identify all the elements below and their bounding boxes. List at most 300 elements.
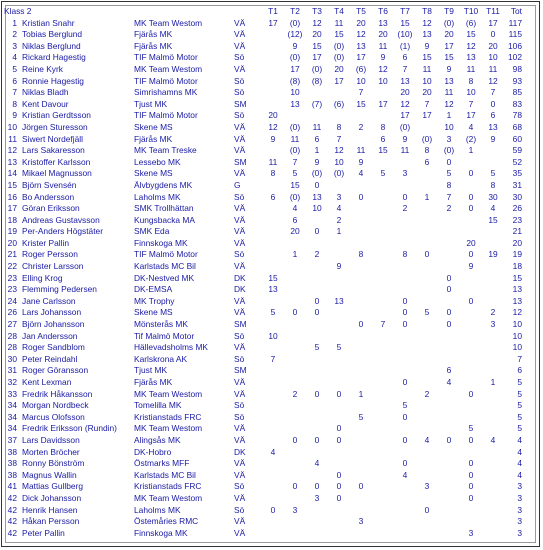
club-name: Östemåries RMC bbox=[134, 516, 199, 527]
table-row bbox=[4, 435, 524, 447]
round-score-t5: 12 bbox=[356, 29, 366, 40]
round-score-t6 bbox=[372, 203, 394, 215]
club-name: Tjust MK bbox=[134, 98, 168, 109]
round-score-t1 bbox=[262, 400, 284, 412]
round-score-t2: (12) bbox=[287, 29, 303, 40]
round-score-t5: 1 bbox=[358, 388, 364, 399]
round-score-t6: 7 bbox=[380, 319, 386, 330]
round-score-t1: 0 bbox=[270, 504, 276, 515]
round-score-t8 bbox=[416, 423, 438, 435]
region-code: Sö bbox=[234, 52, 245, 63]
round-score-t8: 6 bbox=[424, 156, 430, 167]
round-score-t2: 2 bbox=[292, 388, 298, 399]
club-name: Skene MS bbox=[134, 168, 173, 179]
club-name: MK Team Westom bbox=[134, 423, 203, 434]
header-t10: T10 bbox=[463, 6, 479, 16]
total-score: 31 bbox=[512, 179, 522, 190]
table-row bbox=[4, 192, 524, 204]
round-score-t10: 12 bbox=[466, 40, 476, 51]
round-score-t9: 0 bbox=[446, 156, 452, 167]
round-score-t3: (0) bbox=[311, 63, 323, 74]
round-score-t5 bbox=[350, 447, 372, 459]
round-score-t9: 7 bbox=[446, 191, 452, 202]
round-score-t11 bbox=[482, 145, 504, 157]
row-position: 8 bbox=[12, 98, 17, 109]
round-score-t10 bbox=[460, 215, 482, 227]
row-position: 38 bbox=[7, 458, 17, 469]
total-score: 5 bbox=[517, 411, 522, 422]
round-score-t11: 0 bbox=[490, 98, 496, 109]
round-score-t8: 8 bbox=[424, 145, 430, 156]
total-score: 20 bbox=[512, 237, 522, 248]
driver-name: Peter Reindahl bbox=[22, 353, 78, 364]
row-position: 28 bbox=[7, 330, 17, 341]
region-code: VÄ bbox=[234, 121, 246, 132]
round-score-t11: 12 bbox=[488, 75, 498, 86]
driver-name: Peter Pallin bbox=[22, 527, 65, 538]
club-name: DK-Hobro bbox=[134, 446, 172, 457]
round-score-t9: 17 bbox=[444, 40, 454, 51]
round-score-t5 bbox=[350, 458, 372, 470]
table-row bbox=[4, 203, 524, 215]
row-position: 11 bbox=[8, 133, 17, 144]
round-score-t4 bbox=[328, 180, 350, 192]
round-score-t2: 0 bbox=[292, 307, 298, 318]
round-score-t9 bbox=[438, 493, 460, 505]
round-score-t10: 0 bbox=[468, 295, 474, 306]
round-score-t5 bbox=[350, 273, 372, 285]
round-score-t3: 2 bbox=[314, 249, 320, 260]
driver-name: Niklas Bladh bbox=[22, 87, 69, 98]
round-score-t11: 15 bbox=[488, 214, 498, 225]
club-name: MK Team Treske bbox=[134, 145, 197, 156]
round-score-t7 bbox=[394, 284, 416, 296]
round-score-t8: 3 bbox=[424, 481, 430, 492]
round-score-t7: 12 bbox=[400, 98, 410, 109]
round-score-t1 bbox=[262, 412, 284, 424]
total-score: 106 bbox=[508, 40, 522, 51]
round-score-t7 bbox=[394, 226, 416, 238]
round-score-t3: 4 bbox=[314, 458, 320, 469]
round-score-t4: 7 bbox=[336, 133, 342, 144]
club-name: MK Team Westom bbox=[134, 17, 203, 28]
round-score-t3 bbox=[306, 273, 328, 285]
total-score: 6 bbox=[517, 365, 522, 376]
club-name: TIF Malmö Motor bbox=[134, 110, 198, 121]
table-row bbox=[4, 99, 524, 111]
round-score-t3: 1 bbox=[314, 145, 320, 156]
row-position: 41 bbox=[7, 481, 17, 492]
club-name: Fjärås MK bbox=[134, 29, 173, 40]
table-row bbox=[4, 493, 524, 505]
row-position: 32 bbox=[7, 377, 17, 387]
round-score-t7: 5 bbox=[402, 400, 408, 411]
driver-name: Lars Sakaresson bbox=[22, 145, 85, 156]
total-score: 12 bbox=[512, 307, 522, 318]
club-name: Karlstads MC Bil bbox=[134, 469, 196, 480]
round-score-t5: 11 bbox=[356, 145, 366, 156]
region-code: Sö bbox=[234, 75, 245, 86]
round-score-t4: 8 bbox=[336, 121, 342, 132]
round-score-t5: 20 bbox=[356, 17, 366, 28]
round-score-t10: 0 bbox=[468, 249, 474, 260]
total-score: 4 bbox=[517, 458, 522, 469]
round-score-t9: 15 bbox=[444, 52, 454, 63]
table-row bbox=[4, 76, 524, 88]
driver-name: Henrik Hansen bbox=[22, 504, 78, 515]
region-code: Sö bbox=[234, 481, 245, 492]
round-score-t7 bbox=[394, 423, 416, 435]
round-score-t10 bbox=[460, 412, 482, 424]
round-score-t3: 15 bbox=[312, 40, 322, 51]
round-score-t4: (0) bbox=[333, 40, 345, 51]
round-score-t3 bbox=[306, 516, 328, 528]
round-score-t4: 9 bbox=[336, 261, 342, 272]
table-row bbox=[4, 87, 524, 99]
row-position: 42 bbox=[7, 504, 17, 515]
region-code: VÄ bbox=[234, 423, 246, 434]
total-score: 15 bbox=[512, 272, 522, 283]
round-score-t1: 10 bbox=[268, 330, 278, 341]
club-name: Östmarks MFF bbox=[134, 458, 190, 469]
round-score-t10: 7 bbox=[468, 98, 474, 109]
table-row bbox=[4, 29, 524, 41]
table-row bbox=[4, 331, 524, 343]
row-position: 23 bbox=[7, 272, 17, 283]
club-name: Karlstads MC Bil bbox=[134, 261, 196, 272]
round-score-t4 bbox=[328, 412, 350, 424]
round-score-t7 bbox=[394, 389, 416, 401]
total-score: 4 bbox=[517, 434, 522, 445]
round-score-t11: 7 bbox=[490, 87, 496, 98]
club-name: Laholms MK bbox=[134, 504, 181, 515]
round-score-t3 bbox=[306, 528, 328, 540]
round-score-t2 bbox=[284, 273, 306, 285]
header-tot: Tot bbox=[510, 6, 522, 16]
round-score-t11 bbox=[482, 423, 504, 435]
round-score-t3: 0 bbox=[314, 307, 320, 318]
round-score-t8 bbox=[416, 273, 438, 285]
table-row bbox=[4, 249, 524, 261]
round-score-t4: 0 bbox=[336, 434, 342, 445]
club-name: MK Team Westom bbox=[134, 63, 203, 74]
round-score-t7 bbox=[394, 273, 416, 285]
round-score-t4: 11 bbox=[334, 17, 344, 28]
round-score-t4: 0 bbox=[336, 388, 342, 399]
round-score-t6: 15 bbox=[378, 145, 388, 156]
round-score-t10: 0 bbox=[468, 458, 474, 469]
table-row bbox=[4, 110, 524, 122]
round-score-t8 bbox=[416, 493, 438, 505]
round-score-t9 bbox=[438, 215, 460, 227]
row-position: 34 bbox=[7, 423, 17, 434]
round-score-t2 bbox=[284, 261, 306, 273]
driver-name: Fredrik Eriksson (Rundin) bbox=[22, 423, 117, 434]
total-score: 4 bbox=[517, 446, 522, 457]
round-score-t2: (0) bbox=[289, 121, 301, 132]
round-score-t3 bbox=[306, 354, 328, 366]
round-score-t5: 0 bbox=[358, 191, 364, 202]
round-score-t10 bbox=[460, 354, 482, 366]
round-score-t1: 5 bbox=[270, 307, 276, 318]
round-score-t9: 6 bbox=[446, 365, 452, 376]
region-code: VÄ bbox=[234, 237, 246, 248]
region-code: VÄ bbox=[234, 214, 246, 225]
club-name: Finnskoga MK bbox=[134, 527, 188, 538]
round-score-t1 bbox=[262, 528, 284, 540]
round-score-t11 bbox=[482, 470, 504, 482]
round-score-t7: 13 bbox=[400, 75, 410, 86]
round-score-t8: 0 bbox=[424, 504, 430, 515]
round-score-t3: (7) bbox=[311, 98, 323, 109]
total-score: 68 bbox=[512, 121, 522, 132]
round-score-t6 bbox=[372, 238, 394, 250]
round-score-t3: 0 bbox=[314, 434, 320, 445]
round-score-t8 bbox=[416, 354, 438, 366]
round-score-t6 bbox=[372, 331, 394, 343]
round-score-t6 bbox=[372, 307, 394, 319]
round-score-t6 bbox=[372, 493, 394, 505]
round-score-t1: 13 bbox=[268, 284, 278, 295]
row-position: 19 bbox=[7, 226, 17, 237]
driver-name: Rickard Hagestig bbox=[22, 52, 86, 63]
round-score-t10 bbox=[460, 307, 482, 319]
table-row bbox=[4, 377, 524, 389]
round-score-t7 bbox=[394, 481, 416, 493]
round-score-t10: 8 bbox=[468, 75, 474, 86]
club-name: TIF Malmö Motor bbox=[134, 52, 198, 63]
round-score-t7 bbox=[394, 215, 416, 227]
round-score-t5 bbox=[350, 470, 372, 482]
round-score-t9: 9 bbox=[446, 63, 452, 74]
round-score-t1 bbox=[262, 319, 284, 331]
round-score-t1 bbox=[262, 342, 284, 354]
round-score-t8: 0 bbox=[424, 249, 430, 260]
round-score-t2 bbox=[284, 493, 306, 505]
round-score-t8 bbox=[416, 203, 438, 215]
round-score-t2: 3 bbox=[292, 504, 298, 515]
round-score-t9: 0 bbox=[446, 307, 452, 318]
round-score-t2: 0 bbox=[292, 434, 298, 445]
round-score-t10: 15 bbox=[466, 29, 476, 40]
round-score-t4 bbox=[328, 307, 350, 319]
round-score-t7: 20 bbox=[400, 87, 410, 98]
region-code: Sö bbox=[234, 330, 245, 341]
driver-name: Krister Pallin bbox=[22, 237, 70, 248]
round-score-t11 bbox=[482, 493, 504, 505]
total-score: 30 bbox=[512, 191, 522, 202]
round-score-t2: 9 bbox=[292, 40, 298, 51]
round-score-t9: 10 bbox=[444, 121, 454, 132]
round-score-t11 bbox=[482, 505, 504, 517]
round-score-t8: 9 bbox=[424, 40, 430, 51]
round-score-t5: 2 bbox=[358, 121, 364, 132]
round-score-t11: 30 bbox=[488, 191, 498, 202]
row-position: 23 bbox=[7, 284, 17, 295]
row-position: 15 bbox=[7, 179, 17, 190]
round-score-t4: 3 bbox=[336, 191, 342, 202]
round-score-t7: 7 bbox=[402, 63, 408, 74]
round-score-t10: 13 bbox=[466, 52, 476, 63]
round-score-t4: 0 bbox=[336, 481, 342, 492]
round-score-t9 bbox=[438, 423, 460, 435]
round-score-t4 bbox=[328, 365, 350, 377]
round-score-t6 bbox=[372, 157, 394, 169]
round-score-t1 bbox=[262, 180, 284, 192]
round-score-t1: 17 bbox=[268, 17, 278, 28]
round-score-t7: 6 bbox=[402, 52, 408, 63]
round-score-t10: 1 bbox=[468, 145, 474, 156]
round-score-t3 bbox=[306, 87, 328, 99]
row-position: 20 bbox=[7, 237, 17, 248]
total-score: 10 bbox=[512, 330, 522, 341]
table-row bbox=[4, 145, 524, 157]
round-score-t1: 20 bbox=[268, 110, 278, 121]
round-score-t3: (8) bbox=[311, 75, 323, 86]
row-position: 38 bbox=[7, 469, 17, 480]
driver-name: Tobias Berglund bbox=[22, 29, 83, 40]
driver-name: Lars Johansson bbox=[22, 307, 82, 318]
row-position: 34 bbox=[7, 411, 17, 422]
round-score-t5 bbox=[350, 284, 372, 296]
round-score-t1 bbox=[262, 481, 284, 493]
round-score-t10: 0 bbox=[468, 492, 474, 503]
round-score-t8: 13 bbox=[422, 29, 432, 40]
round-score-t7: 0 bbox=[402, 411, 408, 422]
total-score: 3 bbox=[517, 481, 522, 492]
round-score-t8: 11 bbox=[422, 63, 432, 74]
driver-name: Göran Eriksson bbox=[22, 203, 80, 214]
region-code: Sö bbox=[234, 411, 245, 422]
total-score: 5 bbox=[517, 388, 522, 399]
round-score-t8: 17 bbox=[422, 110, 432, 121]
round-score-t9 bbox=[438, 342, 460, 354]
round-score-t1: 9 bbox=[270, 133, 276, 144]
driver-name: Håkan Persson bbox=[22, 516, 80, 527]
round-score-t4 bbox=[328, 447, 350, 459]
round-score-t8: 2 bbox=[424, 388, 430, 399]
club-name: Fjärås MK bbox=[134, 377, 173, 387]
driver-name: Bo Andersson bbox=[22, 191, 75, 202]
round-score-t2: (8) bbox=[289, 75, 301, 86]
round-score-t7: 0 bbox=[402, 295, 408, 306]
round-score-t10: 0 bbox=[468, 481, 474, 492]
round-score-t9 bbox=[438, 516, 460, 528]
round-score-t3: 12 bbox=[312, 17, 322, 28]
total-score: 5 bbox=[517, 423, 522, 434]
driver-name: Magnus Wallin bbox=[22, 469, 77, 480]
region-code: DK bbox=[234, 272, 246, 283]
region-code: Sö bbox=[234, 249, 245, 260]
driver-name: Roger Persson bbox=[22, 249, 78, 260]
region-code: SM bbox=[234, 319, 247, 330]
round-score-t2 bbox=[284, 354, 306, 366]
table-row bbox=[4, 41, 524, 53]
row-position: 18 bbox=[7, 214, 17, 225]
table-row bbox=[4, 284, 524, 296]
round-score-t2 bbox=[284, 319, 306, 331]
club-name: Hällevadsholms MK bbox=[134, 342, 209, 353]
round-score-t5 bbox=[350, 365, 372, 377]
round-score-t8 bbox=[416, 365, 438, 377]
round-score-t6 bbox=[372, 261, 394, 273]
round-score-t7 bbox=[394, 354, 416, 366]
round-score-t6 bbox=[372, 192, 394, 204]
round-score-t5 bbox=[350, 354, 372, 366]
row-position: 42 bbox=[7, 492, 17, 503]
round-score-t7 bbox=[394, 342, 416, 354]
club-name: TIF Malmö Motor bbox=[134, 249, 198, 260]
round-score-t8 bbox=[416, 470, 438, 482]
total-score: 59 bbox=[512, 145, 522, 156]
total-score: 4 bbox=[517, 469, 522, 480]
table-row bbox=[4, 168, 524, 180]
club-name: MK Trophy bbox=[134, 295, 175, 306]
round-score-t8 bbox=[416, 168, 438, 180]
round-score-t11: 4 bbox=[490, 203, 496, 214]
round-score-t1: 12 bbox=[268, 121, 278, 132]
table-row bbox=[4, 296, 524, 308]
driver-name: Kristian Gerdtsson bbox=[22, 110, 91, 121]
round-score-t7 bbox=[394, 516, 416, 528]
table-row bbox=[4, 470, 524, 482]
round-score-t4 bbox=[328, 238, 350, 250]
round-score-t10: (6) bbox=[465, 17, 477, 28]
header-t6: T6 bbox=[378, 6, 388, 16]
round-score-t4: (6) bbox=[333, 98, 345, 109]
club-name: SMK Eda bbox=[134, 226, 170, 237]
row-position: 33 bbox=[7, 388, 17, 399]
round-score-t7: 9 bbox=[402, 133, 408, 144]
round-score-t4 bbox=[328, 458, 350, 470]
round-score-t2: (0) bbox=[289, 145, 301, 156]
round-score-t7: 0 bbox=[402, 434, 408, 445]
round-score-t5 bbox=[350, 296, 372, 308]
round-score-t8 bbox=[416, 122, 438, 134]
driver-name: Kent Davour bbox=[22, 98, 69, 109]
club-name: Fjärås MK bbox=[134, 133, 173, 144]
region-code: VÄ bbox=[234, 40, 246, 51]
round-score-t3 bbox=[306, 215, 328, 227]
round-score-t6 bbox=[372, 447, 394, 459]
club-name: DK-EMSA bbox=[134, 284, 173, 295]
club-name: Laholms MK bbox=[134, 191, 181, 202]
round-score-t7 bbox=[394, 180, 416, 192]
row-position: 12 bbox=[7, 145, 17, 156]
round-score-t7 bbox=[394, 493, 416, 505]
round-score-t9: 3 bbox=[446, 133, 452, 144]
round-score-t2: 20 bbox=[290, 226, 300, 237]
region-code: VÄ bbox=[234, 63, 246, 74]
round-score-t1 bbox=[262, 470, 284, 482]
row-position: 14 bbox=[7, 168, 17, 179]
round-score-t8 bbox=[416, 261, 438, 273]
round-score-t6 bbox=[372, 87, 394, 99]
round-score-t9 bbox=[438, 249, 460, 261]
region-code: VÄ bbox=[234, 307, 246, 318]
round-score-t9: 13 bbox=[444, 75, 454, 86]
table-row bbox=[4, 516, 524, 528]
round-score-t1 bbox=[262, 99, 284, 111]
round-score-t5: 5 bbox=[358, 411, 364, 422]
table-row bbox=[4, 412, 524, 424]
round-score-t6: 6 bbox=[380, 133, 386, 144]
round-score-t4 bbox=[328, 516, 350, 528]
region-code: SM bbox=[234, 98, 247, 109]
club-name: DK-Nestved MK bbox=[134, 272, 195, 283]
round-score-t8 bbox=[416, 447, 438, 459]
round-score-t2 bbox=[284, 110, 306, 122]
